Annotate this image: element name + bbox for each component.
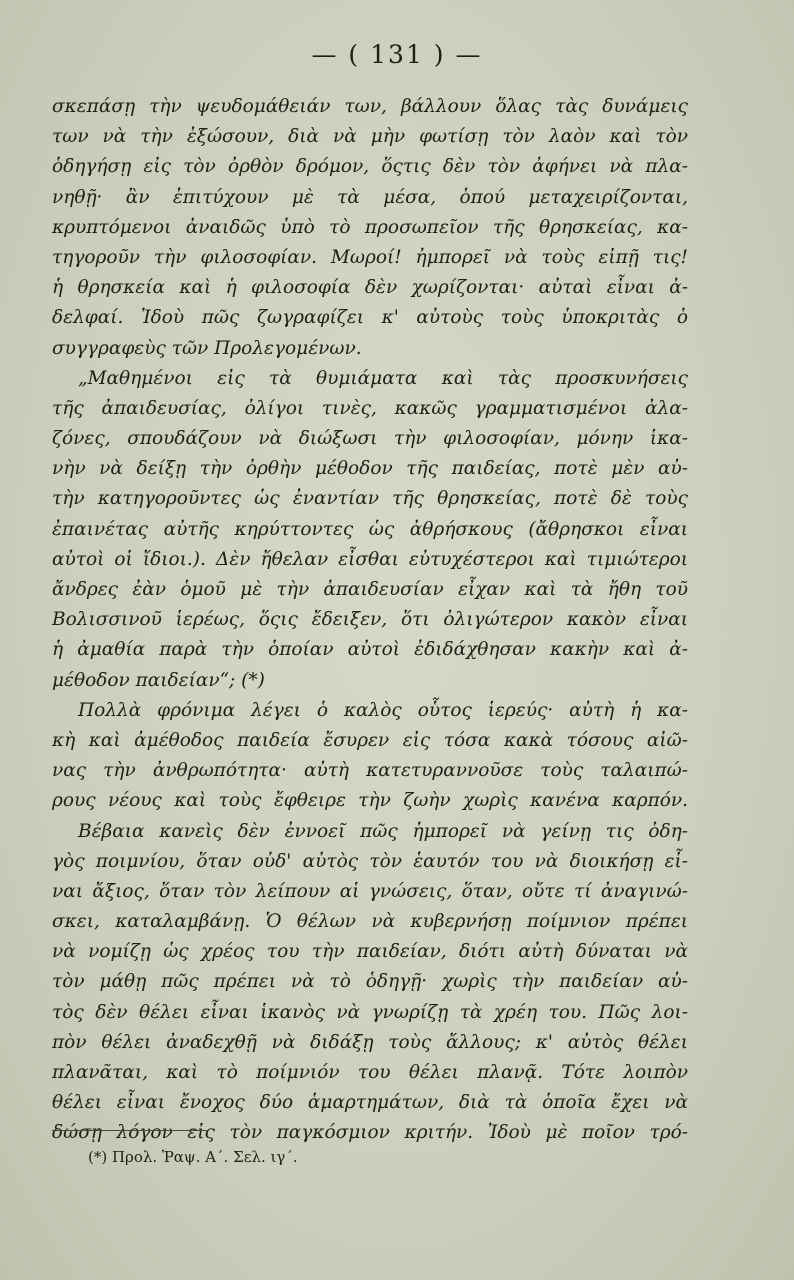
text-line: τηγοροῦν τὴν φιλοσοφίαν. Μωροί! ἠμπορεῖ νὰ τοὺς εἰπῇ τις!	[52, 246, 688, 268]
text-line: θέλει εἶναι ἔνοχος δύο ἁμαρτημάτων, διὰ τὰ ὁποῖα ἔχει νὰ	[52, 1092, 688, 1114]
text-line: αὐτοὶ οἱ ἴδιοι.). Δὲν ἤθελαν εἶσθαι εὐτυχέστεροι καὶ τιμιώτεροι	[52, 548, 688, 570]
text-line: κὴ καὶ ἀμέθοδος παιδεία ἔσυρεν εἰς τόσα κακὰ τόσους αἰῶ-	[52, 729, 688, 751]
text-line: νηθῇ· ἂν ἐπιτύχουν μὲ τὰ μέσα, ὁπού μεταχειρίζονται,	[52, 186, 688, 208]
text-line: μέθοδον παιδείαν“; (*)	[52, 669, 265, 691]
text-line: „Μαθημένοι εἰς τὰ θυμιάματα καὶ τὰς προσκυνήσεις	[78, 367, 688, 389]
text-line: των νὰ τὴν ἐξώσουν, διὰ νὰ μὴν φωτίσῃ τὸν λαὸν καὶ τὸν	[52, 126, 688, 148]
footnote-divider	[52, 1130, 208, 1131]
text-line: τὸν μάθῃ πῶς πρέπει νὰ τὸ ὁδηγῇ· χωρὶς τὴν παιδείαν αὐ-	[52, 971, 688, 993]
text-line: νας τὴν ἀνθρωπότητα· αὐτὴ κατετυραννοῦσε τοὺς ταλαιπώ-	[52, 760, 688, 782]
text-line: ὁδηγήσῃ εἰς τὸν ὀρθὸν δρόμον, ὅςτις δὲν τὸν ἀφήνει νὰ πλα-	[52, 156, 688, 178]
text-line: δώσῃ λόγον εἰς τὸν παγκόσμιον κριτήν. Ἰδοὺ μὲ ποῖον τρό-	[52, 1122, 688, 1144]
text-line: ζόνες, σπουδάζουν νὰ διώξωσι τὴν φιλοσοφίαν, μόνην ἱκα-	[52, 428, 688, 450]
text-line: κρυπτόμενοι ἀναιδῶς ὑπὸ τὸ προσωπεῖον τῆς θρησκείας, κα-	[52, 216, 688, 238]
text-line: Βολισσινοῦ ἱερέως, ὅςις ἔδειξεν, ὅτι ὀλιγώτερον κακὸν εἶναι	[52, 609, 688, 631]
text-line: σκει, καταλαμβάνῃ. Ὁ θέλων νὰ κυβερνήσῃ ποίμνιον πρέπει	[52, 911, 688, 933]
text-line: τῆς ἀπαιδευσίας, ὀλίγοι τινὲς, κακῶς γραμματισμένοι ἀλα-	[52, 397, 688, 419]
text-line: νὴν νὰ δείξῃ τὴν ὀρθὴν μέθοδον τῆς παιδείας, ποτὲ μὲν αὐ-	[52, 458, 688, 480]
text-line: πὸν θέλει ἀναδεχθῇ νὰ διδάξῃ τοὺς ἄλλους; κ' αὐτὸς θέλει	[52, 1031, 688, 1053]
text-line: Πολλὰ φρόνιμα λέγει ὁ καλὸς οὗτος ἱερεύς· αὐτὴ ἡ κα-	[78, 699, 688, 721]
text-line: τὸς δὲν θέλει εἶναι ἱκανὸς νὰ γνωρίζῃ τὰ χρέη του. Πῶς λοι-	[52, 1001, 688, 1023]
page-number-header: — ( 131 ) —	[311, 40, 483, 69]
footnote: (*) Προλ. Ῥαψ. Α΄. Σελ. ιγ΄.	[88, 1148, 298, 1166]
text-line: ναι ἄξιος, ὅταν τὸν λείπουν αἱ γνώσεις, ὅταν, οὔτε τί ἀναγινώ-	[52, 880, 688, 902]
text-line: ρους νέους καὶ τοὺς ἔφθειρε τὴν ζωὴν χωρὶς κανένα καρπόν.	[52, 790, 688, 812]
text-line: συγγραφεὺς τῶν Προλεγομένων.	[52, 337, 362, 359]
text-line: δελφαί. Ἰδοὺ πῶς ζωγραφίζει κ' αὐτοὺς τοὺς ὑποκριτὰς ὁ	[52, 307, 688, 329]
text-line: ἡ θρησκεία καὶ ἡ φιλοσοφία δὲν χωρίζονται· αὐταὶ εἶναι ἀ-	[52, 277, 688, 299]
text-line: ἐπαινέτας αὐτῆς κηρύττοντες ὡς ἀθρήσκους (ἄθρησκοι εἶναι	[52, 518, 688, 540]
text-line: γὸς ποιμνίου, ὅταν οὐδ' αὐτὸς τὸν ἑαυτόν του νὰ διοικήσῃ εἶ-	[52, 850, 688, 872]
text-line: τὴν κατηγοροῦντες ὡς ἐναντίαν τῆς θρησκείας, ποτὲ δὲ τοὺς	[52, 488, 688, 510]
text-line: ἡ ἀμαθία παρὰ τὴν ὁποίαν αὐτοὶ ἐδιδάχθησαν κακὴν καὶ ἀ-	[52, 639, 688, 661]
text-line: πλανᾶται, καὶ τὸ ποίμνιόν του θέλει πλανᾷ. Τότε λοιπὸν	[52, 1062, 688, 1083]
text-line: Βέβαια κανεὶς δὲν ἐννοεῖ πῶς ἠμπορεῖ νὰ γείνῃ τις ὁδη-	[78, 820, 688, 842]
text-line: σκεπάσῃ τὴν ψευδομάθειάν των, βάλλουν ὅλας τὰς δυνάμεις	[52, 96, 688, 117]
text-line: ἄνδρες ἐὰν ὁμοῦ μὲ τὴν ἀπαιδευσίαν εἶχαν καὶ τὰ ἤθη τοῦ	[52, 579, 688, 600]
body-text	[52, 92, 688, 1149]
text-line: νὰ νομίζῃ ὡς χρέος του τὴν παιδείαν, διότι αὐτὴ δύναται νὰ	[52, 941, 688, 963]
